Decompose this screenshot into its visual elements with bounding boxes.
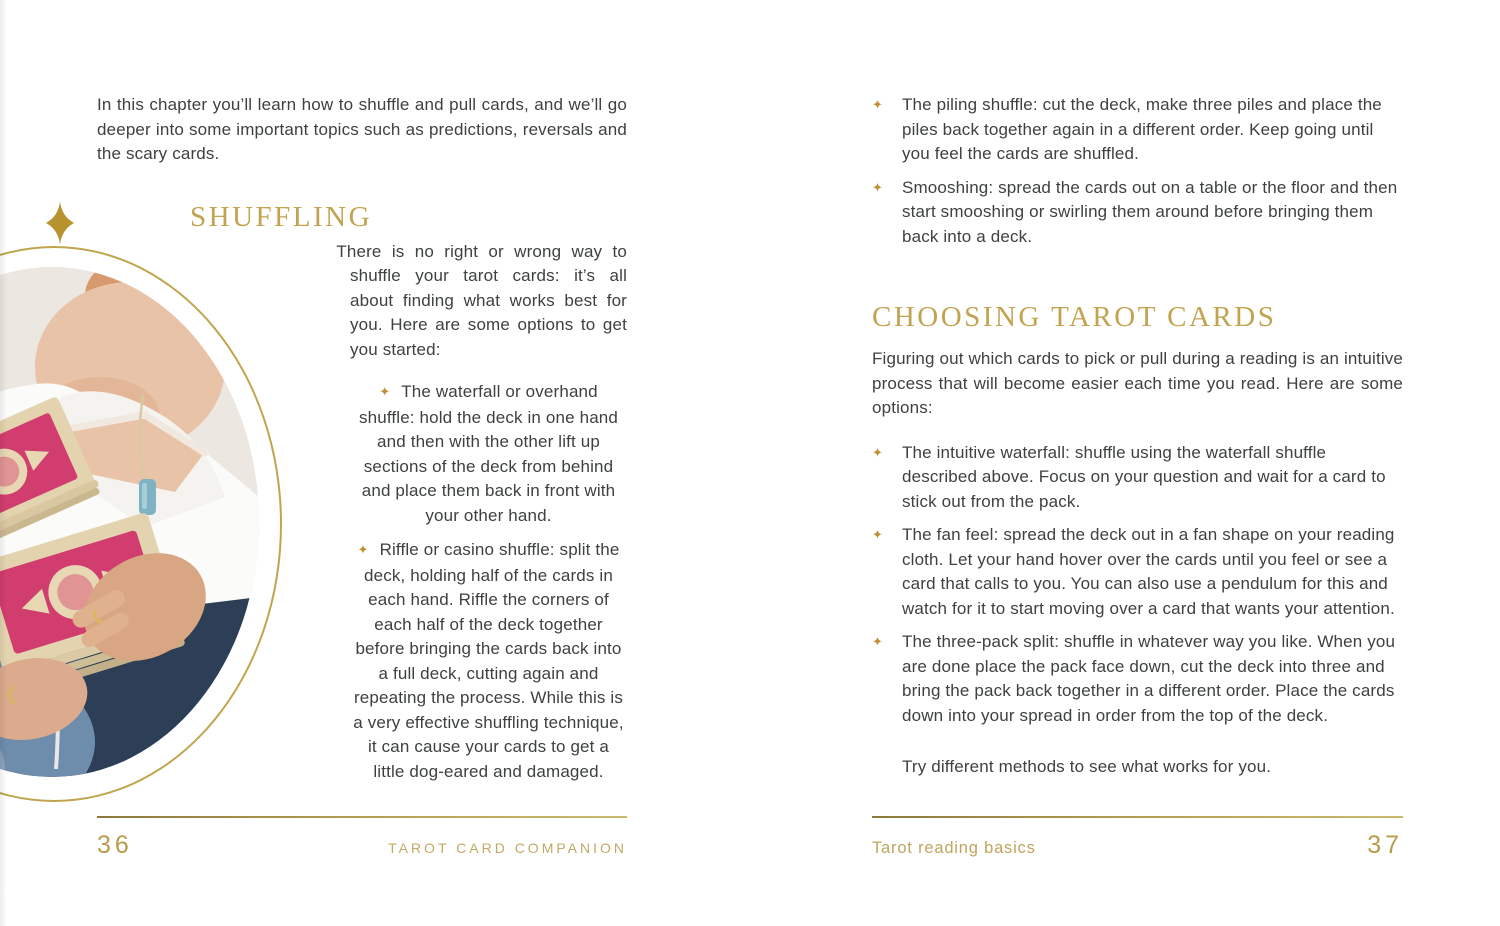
page-number: 37 xyxy=(1367,831,1403,859)
bullet-star-icon: ✦ xyxy=(872,97,884,112)
page-number: 36 xyxy=(97,831,133,859)
right-page-footer xyxy=(872,816,1403,860)
bullet-text: The three-pack split: shuffle in whatever way you like. When you are done place the pack face down, cut the deck into three and bring the pack back together in a different order. Place the cards down into your spread in order from the top of the deck. xyxy=(902,632,1396,725)
bullet-text: The fan feel: spread the deck out in a fan shape on your reading cloth. Let your hand hover over the cards until you feel or see a card that calls to you. You can also use a pendulum for this and watch for it to start moving over a card that wants your attention. xyxy=(902,525,1395,618)
footer-rule xyxy=(872,816,1403,818)
choosing-lead-paragraph: Figuring out which cards to pick or pull during a reading is an intuitive process that will become easier each time you read. Here are some options: xyxy=(872,349,1403,417)
bullet-star-icon: ✦ xyxy=(379,384,391,399)
list-item-piling-shuffle xyxy=(872,93,1403,167)
bullet-star-icon: ✦ xyxy=(872,444,884,460)
bullet-star-icon: ✦ xyxy=(872,634,884,649)
text-wrap-spacer xyxy=(0,238,350,798)
footer-rule xyxy=(97,816,627,818)
chapter-intro-paragraph: In this chapter you’ll learn how to shuffle and pull cards, and we’ll go deeper into some important topics such as predictions, reversals and the scary cards. xyxy=(97,95,627,163)
shuffling-lead-paragraph: There is no right or wrong way to shuffle your tarot cards: it’s all about finding what works best for you. Here are some options to get you started: xyxy=(336,241,627,359)
bullet-star-icon: ✦ xyxy=(872,179,884,195)
bullet-star-icon: ✦ xyxy=(357,542,369,557)
left-page-footer xyxy=(97,816,627,860)
bullet-text: The piling shuffle: cut the deck, make three piles and place the piles back together again in a different order. Keep going until you feel the cards are shuffled. xyxy=(902,95,1382,163)
section-heading-choosing-tarot-cards: CHOOSING TAROT CARDS xyxy=(872,301,1277,333)
closing-advice-line: Try different methods to see what works for you. xyxy=(902,757,1272,776)
choosing-options-list xyxy=(872,441,1403,729)
shuffling-list-continued xyxy=(872,93,1403,249)
bullet-text: The waterfall or overhand shuffle: hold the deck in one hand and then with the other lift up sections of the deck from behind and place them back in front with your other hand. xyxy=(358,382,619,525)
bullet-text: The intuitive waterfall: shuffle using the waterfall shuffle described above. Focus on your question and wait for a card to stick out from the pack. xyxy=(902,442,1386,511)
list-item-three-pack-split xyxy=(872,630,1403,728)
right-page-content xyxy=(872,0,1403,797)
list-item-intuitive-waterfall xyxy=(872,441,1403,515)
section-heading-shuffling: SHUFFLING xyxy=(190,200,373,233)
running-title: TAROT CARD COMPANION xyxy=(388,840,627,856)
left-page-content xyxy=(97,0,627,798)
list-item-fan-feel xyxy=(872,523,1403,621)
page-right xyxy=(750,0,1500,926)
bullet-text: Riffle or casino shuffle: split the deck, holding half of the cards in each hand. Riffle the corners of each half of the deck together before bringing the cards back into a full deck, cutting again and repeating the process. While this is a very effective shuffling technique, it can cause your cards to get a little dog-eared and damaged. xyxy=(353,540,624,781)
list-item-smooshing xyxy=(872,176,1403,250)
bullet-text: Smooshing: spread the cards out on a table or the floor and then start smooshing or swirling them around before bringing them back into a deck. xyxy=(902,177,1398,246)
running-title: Tarot reading basics xyxy=(872,839,1036,857)
bullet-star-icon: ✦ xyxy=(872,527,884,542)
